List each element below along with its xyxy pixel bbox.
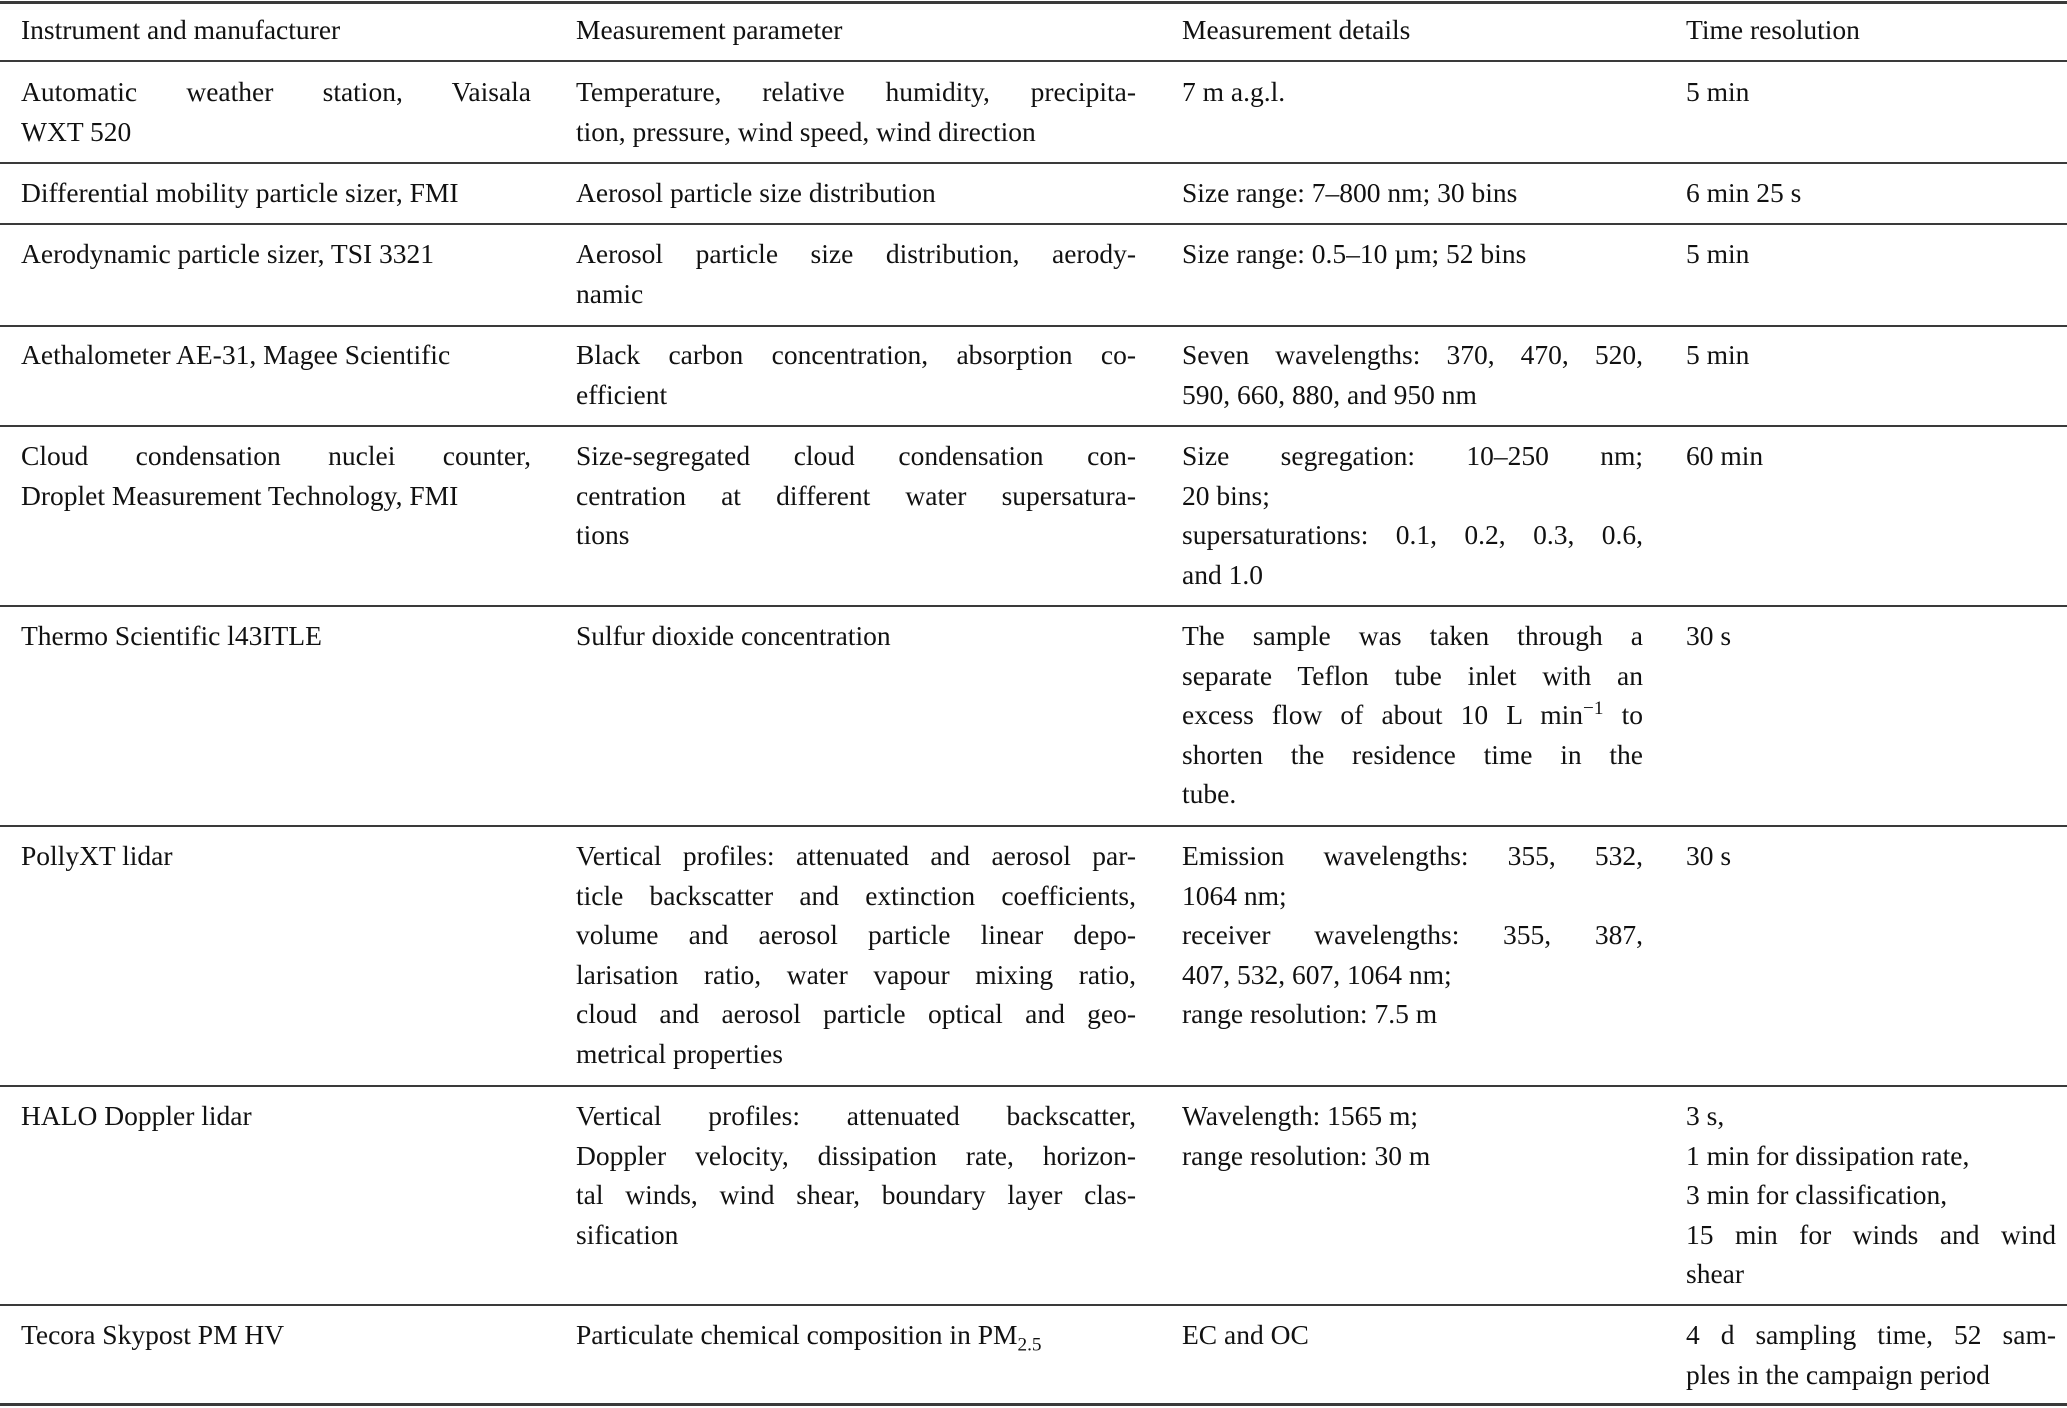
instrument-cell: Aethalometer AE-31, Magee Scientific [21, 339, 451, 370]
details-cell: Wavelength: 1565 m; range resolution: 30 m [1182, 1100, 1431, 1171]
time-cell: 4 d sampling time, 52 sam- ples in the campaign period [1686, 1319, 2056, 1390]
instrument-cell: Differential mobility particle sizer, FMI [21, 177, 459, 208]
instrument-cell: HALO Doppler lidar [21, 1100, 252, 1131]
parameter-cell: Vertical profiles: attenuated backscatter, Doppler velocity, dissipation rate, horizon- tal winds, wind shear, boundary layer clas- sification [576, 1100, 1136, 1250]
time-cell: 60 min [1686, 440, 1764, 471]
header-time: Time resolution [1686, 14, 1860, 45]
instrument-cell: PollyXT lidar [21, 840, 173, 871]
parameter-cell: Aerosol particle size distribution [576, 177, 936, 208]
instrument-cell: Aerodynamic particle sizer, TSI 3321 [21, 238, 435, 269]
time-cell: 5 min [1686, 76, 1750, 107]
row-rule [0, 425, 2067, 427]
parameter-cell: Sulfur dioxide concentration [576, 620, 891, 651]
parameter-cell: Black carbon concentration, absorption co- efficient [576, 339, 1136, 410]
time-cell: 6 min 25 s [1686, 177, 1802, 208]
details-cell: Seven wavelengths: 370, 470, 520, 590, 660, 880, and 950 nm [1182, 339, 1643, 410]
time-cell: 30 s [1686, 620, 1732, 651]
time-cell: 30 s [1686, 840, 1732, 871]
table-top-rule [0, 1, 2067, 4]
row-rule [0, 1304, 2067, 1306]
details-cell: Emission wavelengths: 355, 532, 1064 nm; receiver wavelengths: 355, 387, 407, 532, 607, 1064 nm; range resolution: 7.5 m [1182, 840, 1643, 1029]
time-cell: 5 min [1686, 339, 1750, 370]
row-rule [0, 162, 2067, 164]
instrument-cell: Automatic weather station, Vaisala WXT 520 [21, 76, 531, 147]
parameter-cell: Aerosol particle size distribution, aerody- namic [576, 238, 1136, 309]
details-cell: Size range: 0.5–10 µm; 52 bins [1182, 238, 1527, 269]
instrument-cell: Tecora Skypost PM HV [21, 1319, 285, 1350]
row-rule [0, 825, 2067, 827]
parameter-cell [576, 1315, 1136, 1355]
header-parameter: Measurement parameter [576, 14, 843, 45]
header-instrument: Instrument and manufacturer [21, 14, 341, 45]
time-cell: 5 min [1686, 238, 1750, 269]
details-cell: The sample was taken through a separate Teflon tube inlet with an excess flow of about 10 L $\min^{-1}$ to shorten the residence time in the tube. [1182, 620, 1643, 809]
time-cell: 3 s, 1 min for dissipation rate, 3 min for classification, 15 min for winds and wind shear [1686, 1100, 2056, 1289]
row-rule [0, 223, 2067, 225]
parameter-cell: Size-segregated cloud condensation con- centration at different water supersatura- tions [576, 440, 1136, 550]
row-rule [0, 325, 2067, 327]
parameter-cell: Temperature, relative humidity, precipita- tion, pressure, wind speed, wind direction [576, 76, 1136, 147]
instrument-cell: Cloud condensation nuclei counter, Droplet Measurement Technology, FMI [21, 440, 531, 511]
details-cell: Size segregation: 10–250 nm; 20 bins; supersaturations: 0.1, 0.2, 0.3, 0.6, and 1.0 [1182, 440, 1643, 590]
pm-line: Particulate chemical composition in $PM_{2.5}$ [576, 1319, 1042, 1356]
details-cell: Size range: 7–800 nm; 30 bins [1182, 177, 1518, 208]
instrument-cell: Thermo Scientific l43ITLE [21, 620, 322, 651]
parameter-cell: Vertical profiles: attenuated and aerosol par- ticle backscatter and extinction coefficients, volume and aerosol particle linear depo- larisation ratio, water vapour mixing ratio, cloud and aerosol particle optical and geo- metrical properties [576, 840, 1136, 1069]
row-rule [0, 1085, 2067, 1087]
details-cell: EC and OC [1182, 1319, 1309, 1350]
header-details: Measurement details [1182, 14, 1411, 45]
flow-rate-line: excess flow of about 10 L $\min^{-1}$ to [1182, 697, 1643, 730]
details-cell: 7 m a.g.l. [1182, 76, 1286, 107]
row-rule [0, 605, 2067, 607]
header-bottom-rule [0, 60, 2067, 62]
table-bottom-rule [0, 1403, 2067, 1406]
